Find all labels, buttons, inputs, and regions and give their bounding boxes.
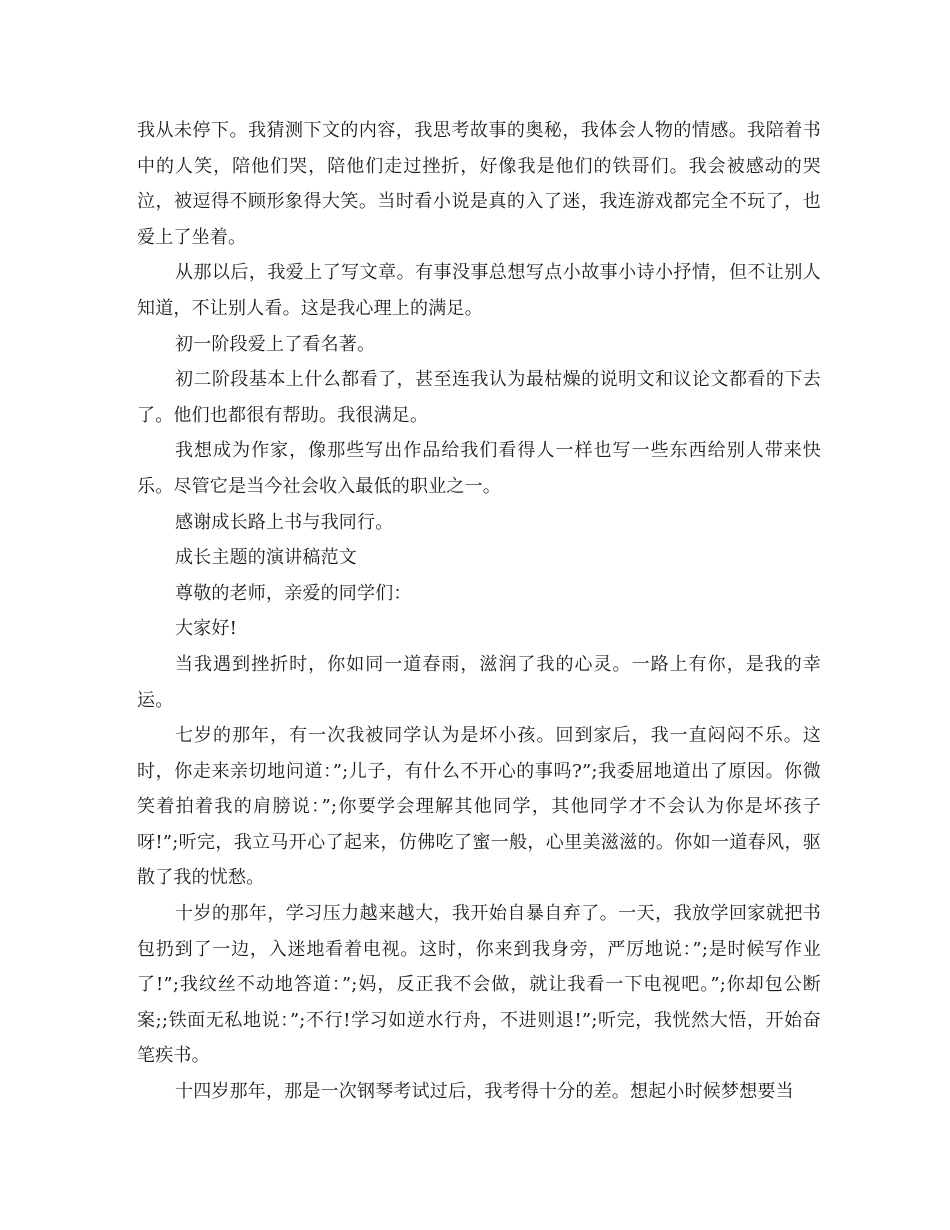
paragraph: 感谢成长路上书与我同行。 — [175, 511, 394, 533]
paragraph: 当我遇到挫折时，你如同一道春雨，滋润了我的心灵。一路上有你，是我的幸运。 — [137, 653, 821, 711]
paragraph: 十岁的那年，学习压力越来越大，我开始自暴自弃了。一天，我放学回家就把书包扔到了一边，入迷地看着电视。这时，你来到我身旁，严厉地说：”;是时候写作业了!”;我纹丝不动地答道：”;妈，反正我不会做，就让我看一下电视吧。”;你却包公断案;;铁面无私地说：”;不行!学习如逆水行舟，不进则退!”;听完，我恍然大悟，开始奋笔疾书。 — [137, 903, 821, 1067]
greeting: 大家好! — [175, 618, 238, 640]
paragraph: 从那以后，我爱上了写文章。有事没事总想写点小故事小诗小抒情，但不让别人知道，不让别人看。这是我心理上的满足。 — [137, 262, 821, 319]
paragraph: 初二阶段基本上什么都看了，甚至连我认为最枯燥的说明文和议论文都看的下去了。他们也都很有帮助。我很满足。 — [137, 369, 821, 426]
document-body — [137, 113, 821, 1110]
paragraph: 七岁的那年，有一次我被同学认为是坏小孩。回到家后，我一直闷闷不乐。这时，你走来亲切地问道：”;儿子，有什么不开心的事吗?”;我委屈地道出了原因。你微笑着拍着我的肩膀说：”;你要学会理解其他同学，其他同学才不会认为你是坏孩子呀!”;听完，我立马开心了起来，仿佛吃了蜜一般，心里美滋滋的。你如一道春风，驱散了我的忧愁。 — [137, 725, 821, 889]
salutation: 尊敬的老师，亲爱的同学们： — [175, 582, 412, 604]
paragraph: 我想成为作家，像那些写出作品给我们看得人一样也写一些东西给别人带来快乐。尽管它是当今社会收入最低的职业之一。 — [137, 440, 821, 497]
paragraph: 我从未停下。我猜测下文的内容，我思考故事的奥秘，我体会人物的情感。我陪着书中的人笑，陪他们哭，陪他们走过挫折，好像我是他们的铁哥们。我会被感动的哭泣，被逗得不顾形象得大笑。当时看小说是真的入了迷，我连游戏都完全不玩了，也爱上了坐着。 — [137, 120, 821, 248]
paragraph: 十四岁那年，那是一次钢琴考试过后，我考得十分的差。想起小时候梦想要当 — [175, 1081, 794, 1103]
section-title: 成长主题的演讲稿范文 — [175, 547, 357, 569]
paragraph: 初一阶段爱上了看名著。 — [175, 333, 376, 355]
